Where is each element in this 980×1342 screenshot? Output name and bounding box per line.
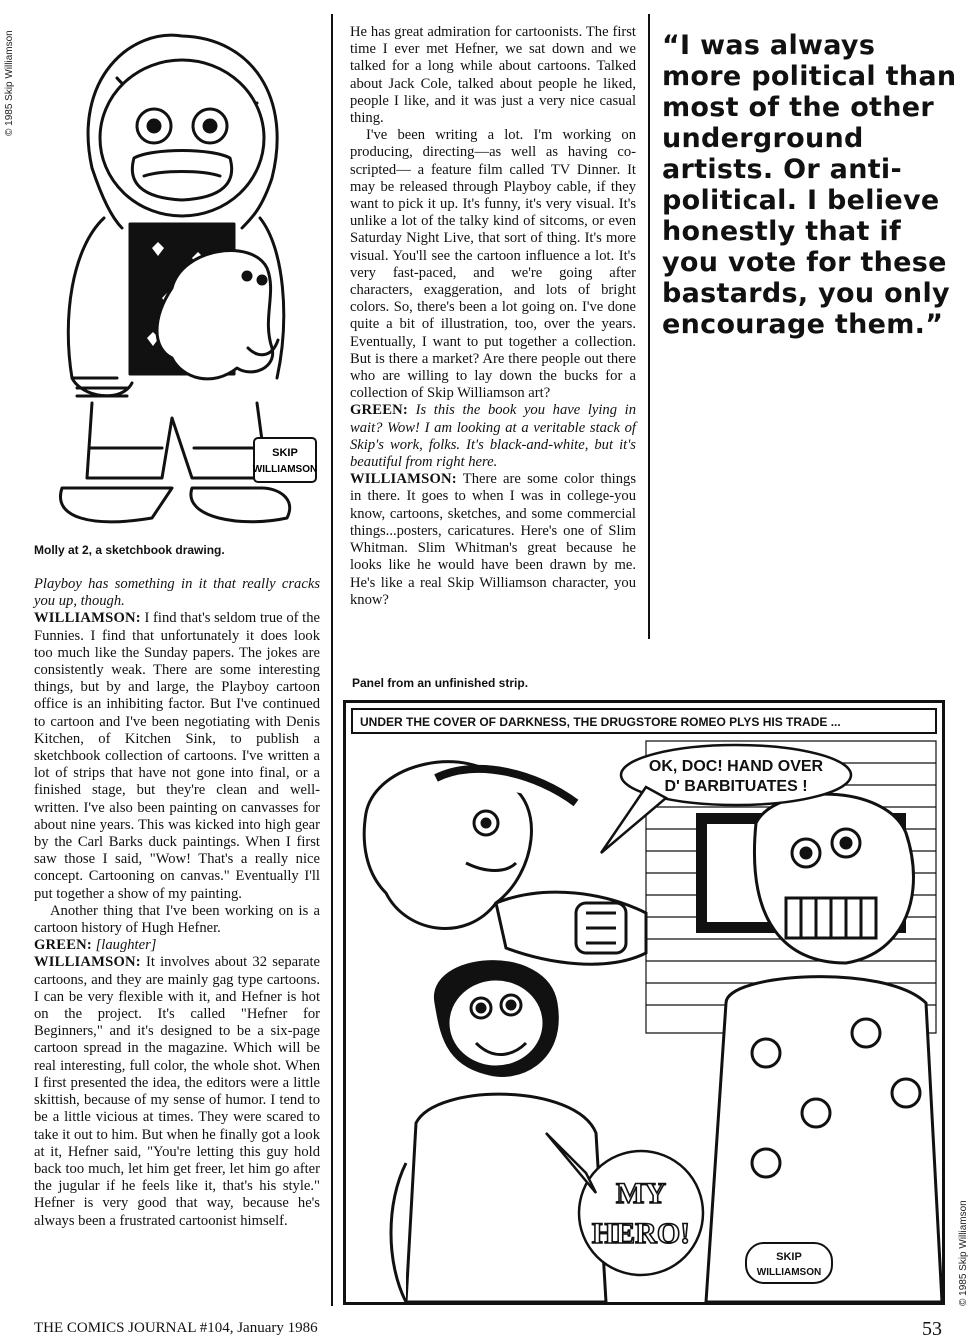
article-column-left	[34, 576, 320, 1230]
left-p2-text: I find that's seldom true of the Funnies. I find that unfortunately it does look too much like the Sunday papers. The jokes are consistently weak. There are some interesting things, but by and large, the Playboy cartoon office is an inhibiting factor. But I've continued to cartoon and I've been negotiating with Denis Kitchen, of Kitchen Sink, to publish a sketchbook collection of cartoons. I've written a lot of strips that have not gone into final, or a finished stage, but they're clean and well-written. I've also been painting on canvasses for about nine years. This was kicked into high gear by the Carl Barks duck paintings. When I first saw those I said, "Wow! That's a really nice concept. Cartooning on canvas." Eventually I'll put together a show of my painting.	[34, 610, 320, 902]
speaker-williamson: WILLIAMSON:	[34, 610, 141, 627]
balloon-1-line-2: D' BARBITUATES !	[664, 778, 808, 795]
left-p5-text: It involves about 32 separate cartoons, and they are mainly gag type cartoons. I can be very flexible with it, and Hefner is hot on the project. It's called "Hefner for Beginners," and it's designed to be a six-page cartoon spread in the magazine. Which will be real interesting, full color, the whole shot. When I first presented the idea, the editors were a little skittish, because of my sense of humor. I tend to be a little vicious at times. They were scared to take it out to him. But when he finally got a look at it, Hefner said, "You're letting this guy hold back too much, let him get freer, let him go after the jugular if he feels like it, that's his style." Hefner is very good that way, because he's always been a frustrated cartoonist himself.	[34, 954, 320, 1229]
left-paragraph-5	[34, 954, 320, 1229]
left-paragraph-4	[34, 937, 320, 954]
molly-illustration	[22, 18, 318, 536]
left-p3-text: Another thing that I've been working on is a cartoon history of Hugh Hefner.	[34, 902, 320, 937]
middle-paragraph-4	[350, 471, 636, 609]
middle-paragraph-1	[350, 24, 636, 127]
footer-magazine-title	[34, 1320, 318, 1337]
left-paragraph-1	[34, 576, 320, 610]
balloon-1-line-1: OK, DOC! HAND OVER	[648, 758, 824, 775]
molly-drawing	[22, 18, 318, 536]
panel-signature-line-2: WILLIAMSON	[756, 1267, 822, 1278]
comic-panel	[343, 700, 945, 1305]
panel-narration: UNDER THE COVER OF DARKNESS, THE DRUGSTORE ROMEO PLYS HIS TRADE ...	[360, 715, 841, 729]
left-paragraph-2	[34, 610, 320, 902]
speaker-williamson-2: WILLIAMSON:	[34, 954, 141, 971]
column-rule-left	[331, 14, 333, 1306]
panel-signature-line-1: SKIP	[776, 1251, 802, 1263]
comic-panel-drawing	[346, 703, 942, 1302]
middle-p1-text: He has great admiration for cartoonists. The first time I ever met Hefner, we sat down and we talked for a long while about cartoons. Talked about Jack Cole, talked about people he liked, people I like, and it was just a very nice casual thing.	[350, 24, 636, 127]
middle-paragraph-2	[350, 127, 636, 402]
speaker-green: GREEN:	[34, 937, 92, 954]
article-column-middle	[350, 24, 636, 609]
column-rule-right	[648, 14, 650, 639]
molly-signature-line-2: WILLIAMSON	[252, 464, 318, 475]
molly-signature-line-1: SKIP	[272, 447, 298, 459]
speaker-williamson-3: WILLIAMSON:	[350, 471, 457, 488]
middle-p3-text: Is this the book you have lying in wait? Wow! I am looking at a veritable stack of Skip's work, folks. It's black-and-white, but it's beautiful from right here.	[350, 402, 636, 471]
left-p1-italic-b: has something in it that really cracks you up, though.	[34, 576, 320, 610]
left-p4-text: [laughter]	[91, 937, 157, 954]
left-p1-italic-a: Playboy	[34, 576, 82, 592]
speaker-green-2: GREEN:	[350, 402, 408, 419]
molly-caption: Molly at 2, a sketchbook drawing.	[34, 543, 225, 557]
page-number: 53	[922, 1318, 942, 1340]
balloon-2-line-2: HERO!	[591, 1217, 691, 1250]
middle-paragraph-3	[350, 402, 636, 471]
panel-caption: Panel from an unfinished strip.	[352, 676, 529, 690]
pull-quote: “I was always more political than most of the other underground artists. Or anti-political. I believe honestly that if you vote for these bastards, you only encourage them.”	[662, 30, 957, 340]
balloon-2-line-1: MY	[616, 1177, 666, 1210]
right-copyright-credit: © 1985 Skip Williamson	[958, 1200, 969, 1306]
left-copyright-credit: © 1985 Skip Williamson	[4, 30, 15, 136]
left-paragraph-3	[34, 903, 320, 937]
middle-p4-text: There are some color things in there. It goes to when I was in college-you know, cartoons, sketches, and some commercial things...posters, caricatures. Here's one of Slim Whitman. Slim Whitman's great because he looks like he would have been drawn by me. He's like a real Skip Williamson character, you know?	[350, 471, 636, 608]
middle-p2-text: I've been writing a lot. I'm working on producing, directing—as well as having co-scripted— a feature film called TV Dinner. It may be released through Playboy cable, if they want to pick it up. It's funny, it's very visual. It's unlike a lot of the talky kind of sitcoms, or even Saturday Night Live, that sort of thing. It's more visual. You'll see the cartoon influence a lot. It's very fast-paced, and we're going after characters, exaggeration, and lots of bright colors. So, there's been a lot going on. I've done quite a bit of illustration, too, over the years. Eventually, I want to put together a collection. But is there a market? Are there people out there who are willing to lay down the bucks for a collection of Skip Williamson art?	[350, 127, 636, 402]
footer-magazine-text: THE COMICS JOURNAL #104, January 1986	[34, 1320, 318, 1336]
